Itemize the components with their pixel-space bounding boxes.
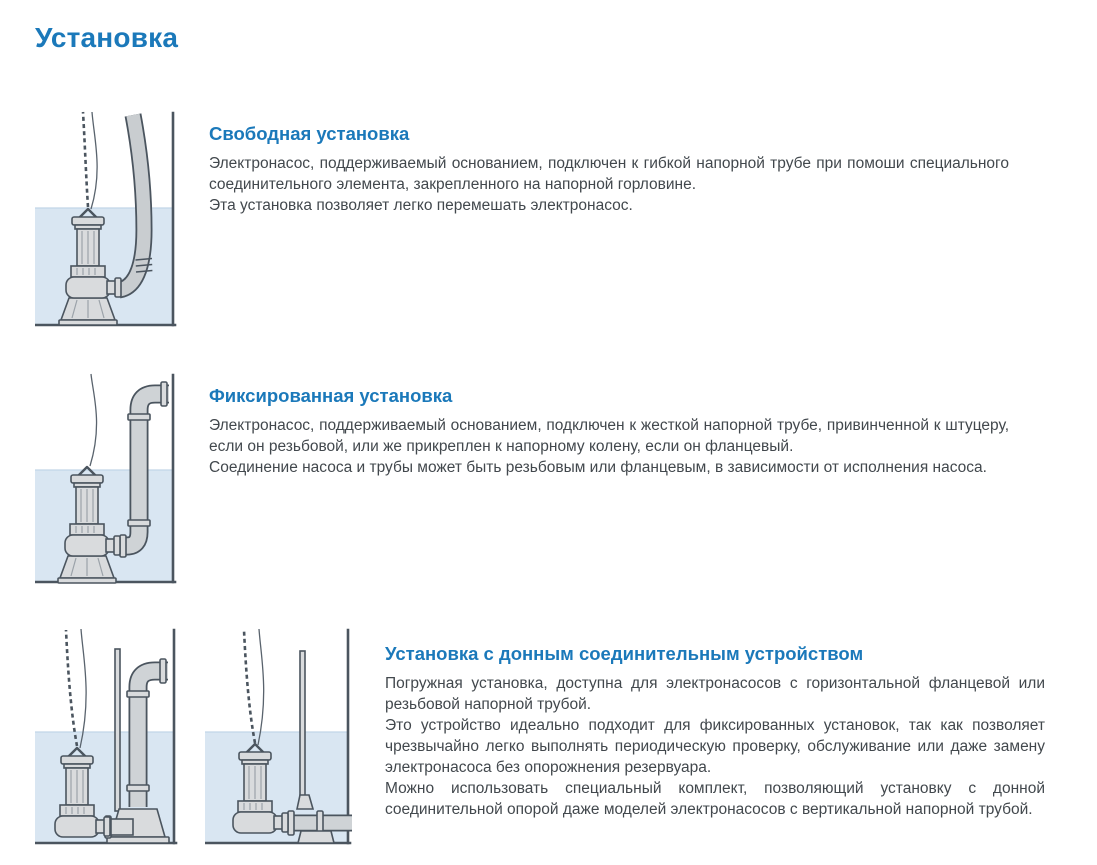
figure-bottom-coupling-vertical (35, 627, 178, 853)
paragraph: Соединение насоса и трубы может быть резьбовым или фланцевым, в зависимости от исполнения насоса. (209, 459, 987, 476)
section-heading: Установка с донным соединительным устройством (385, 643, 864, 664)
paragraph: Электронасос, поддерживаемый основанием, подключен к гибкой напорной трубе при помоши специального соединительного элемента, закрепленного на напорной горловине. (209, 155, 1009, 193)
section-free-installation (209, 123, 1009, 216)
paragraph: Эта установка позволяет легко перемешать электронасос. (209, 197, 633, 214)
page-title: Установка (35, 22, 179, 53)
paragraph: Это устройство идеально подходит для фиксированных установок, так как позволяет чрезвычайно легко выполнять периодическую проверку, обслуживание или даже замену электронасоса без опорожнения резервуара. (385, 717, 1045, 776)
section-bottom-coupling (385, 643, 1045, 820)
pump-bottom-coupling-horizontal-pipe-illustration (205, 627, 352, 848)
section-fixed-installation (209, 385, 1009, 478)
section-body (385, 673, 1045, 820)
figure-fixed-installation (35, 372, 180, 589)
section-body (209, 415, 1009, 478)
section-body (209, 153, 1009, 216)
figure-free-installation (35, 110, 177, 333)
pump-free-standing-illustration (35, 110, 177, 328)
paragraph: Электронасос, поддерживаемый основанием, подключен к жесткой напорной трубе, привинченной к штуцеру, если он резьбовой, или же прикреплен к напорному колену, если он фланцевый. (209, 417, 1009, 455)
section-heading: Свободная установка (209, 123, 410, 144)
paragraph: Погружная установка, доступна для электронасосов с горизонтальной фланцевой или резьбовой напорной трубой. (385, 675, 1045, 713)
pump-bottom-coupling-vertical-pipe-illustration (35, 627, 178, 848)
section-heading: Фиксированная установка (209, 385, 453, 406)
paragraph: Можно использовать специальный комплект, позволяющий установку с донной соединительной опорой даже моделей электронасосов с вертикальной напорной трубой. (385, 780, 1045, 818)
pump-rigid-pipe-illustration (35, 372, 180, 584)
figure-bottom-coupling-horizontal (205, 627, 352, 853)
